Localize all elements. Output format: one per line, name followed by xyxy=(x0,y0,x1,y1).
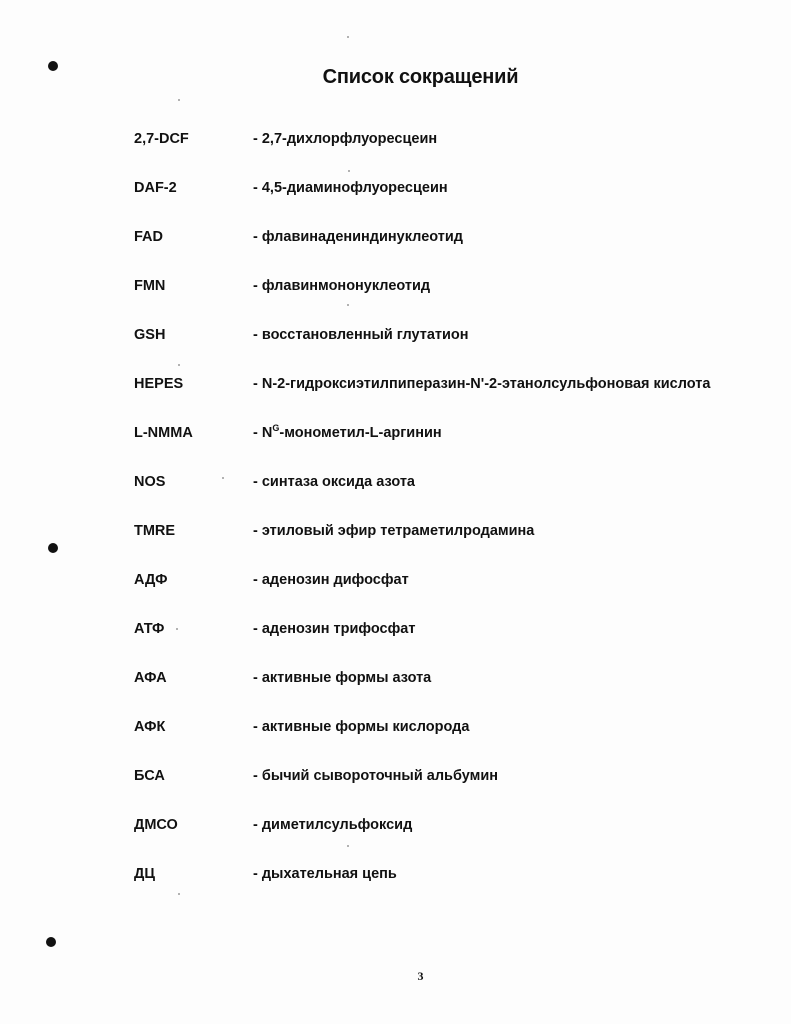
abbreviation-row xyxy=(134,178,774,227)
abbreviation-definition: - аденозин дифосфат xyxy=(253,572,409,588)
abbreviation-row xyxy=(134,423,774,472)
abbreviation-term: АФК xyxy=(134,719,166,735)
abbreviation-row xyxy=(134,521,774,570)
abbreviation-row xyxy=(134,619,774,668)
abbreviation-term: HEPES xyxy=(134,376,184,392)
abbreviation-definition: - дыхательная цепь xyxy=(253,866,397,882)
abbreviation-term: TMRE xyxy=(134,523,176,539)
abbreviation-row xyxy=(134,374,774,423)
abbreviation-definition: - флавинадениндинуклеотид xyxy=(253,229,463,245)
page-number: 3 xyxy=(417,969,424,983)
page-title: Список сокращений xyxy=(322,66,519,88)
abbreviation-row xyxy=(134,276,774,325)
abbreviation-row xyxy=(134,570,774,619)
abbreviation-definition: - 4,5-диаминофлуоресцеин xyxy=(253,180,448,196)
abbreviation-row xyxy=(134,668,774,717)
abbreviation-term: FAD xyxy=(134,229,163,245)
abbreviation-term: L-NMMA xyxy=(134,425,193,441)
abbreviation-definition: - N-2-гидроксиэтилпиперазин-N'-2-этанолсульфоновая кислота xyxy=(253,376,711,392)
abbreviation-definition: - активные формы кислорода xyxy=(253,719,470,735)
abbreviation-term: GSH xyxy=(134,327,166,343)
abbreviation-row xyxy=(134,766,774,815)
abbreviation-definition: - флавинмононуклеотид xyxy=(253,278,431,294)
abbreviation-definition: - 2,7-дихлорфлуоресцеин xyxy=(253,131,438,147)
abbreviation-term: БСА xyxy=(134,768,165,784)
abbreviation-definition: - аденозин трифосфат xyxy=(253,621,416,637)
abbreviation-term: NOS xyxy=(134,474,166,490)
abbreviation-row xyxy=(134,227,774,276)
abbreviation-definition: - активные формы азота xyxy=(253,670,432,686)
definition-prefix: - N xyxy=(253,425,273,441)
abbreviation-term: АДФ xyxy=(134,572,168,588)
abbreviation-definition: - бычий сывороточный альбумин xyxy=(253,768,498,784)
abbreviation-term: 2,7-DCF xyxy=(134,131,189,147)
abbreviation-row xyxy=(134,129,774,178)
abbreviation-row xyxy=(134,717,774,766)
abbreviation-term: FMN xyxy=(134,278,166,294)
abbreviation-definition xyxy=(253,423,442,443)
abbreviation-definition: - восстановленный глутатион xyxy=(253,327,469,343)
abbreviation-term: АФА xyxy=(134,670,167,686)
punch-hole-bottom xyxy=(46,937,56,947)
definition-superscript: G xyxy=(272,423,280,433)
definition-suffix: -монометил-L-аргинин xyxy=(279,425,442,441)
abbreviation-definition: - синтаза оксида азота xyxy=(253,474,415,490)
punch-hole-middle xyxy=(48,543,58,553)
scan-speck xyxy=(347,36,349,38)
abbreviation-row xyxy=(134,325,774,374)
abbreviation-row xyxy=(134,864,774,913)
abbreviation-row xyxy=(134,472,774,521)
abbreviation-definition: - этиловый эфир тетраметилродамина xyxy=(253,523,535,539)
abbreviation-definition: - диметилсульфоксид xyxy=(253,817,413,833)
abbreviation-list xyxy=(134,129,774,913)
abbreviation-term: DAF-2 xyxy=(134,180,177,196)
abbreviation-term: ДМСО xyxy=(134,817,178,833)
abbreviation-term: АТФ xyxy=(134,621,165,637)
abbreviation-term: ДЦ xyxy=(134,866,155,882)
scan-speck xyxy=(178,99,180,101)
abbreviation-row xyxy=(134,815,774,864)
